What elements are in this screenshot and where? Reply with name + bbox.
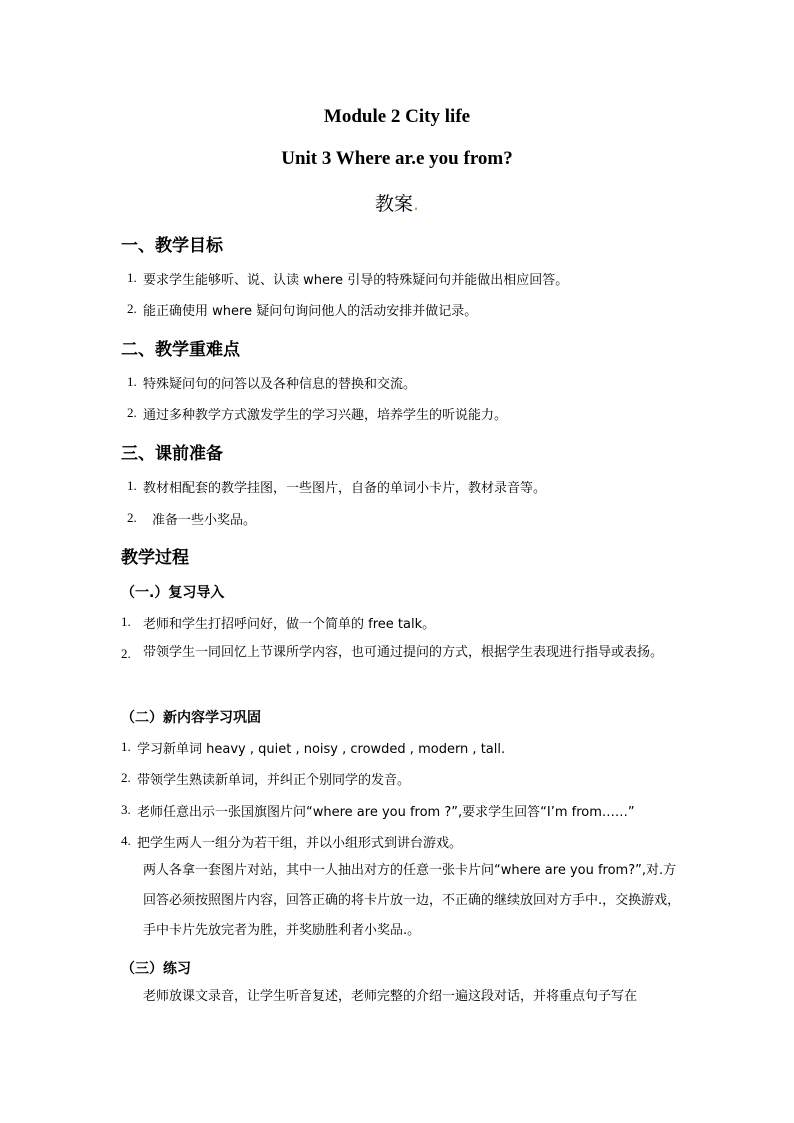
list-number: 1. xyxy=(127,374,137,389)
list-text: 特殊疑问句的问答以及各种信息的替换和交流。 xyxy=(143,377,417,392)
list-text: 能正确使用 where 疑问句询问他人的活动安排并做记录。 xyxy=(143,304,478,319)
module-title: Module 2 City life xyxy=(323,106,471,127)
list-text: 老师和学生打招呼问好，做一个简单的 free talk。 xyxy=(143,617,436,632)
list-number: 1. xyxy=(121,614,131,629)
list-text: 准备一些小奖品。 xyxy=(152,513,257,528)
list-text: 教材相配套的教学挂图，一些图片，自备的单词小卡片，教材录音等。 xyxy=(143,481,547,496)
list-number: 2. xyxy=(121,770,131,785)
list-text: 老师任意出示一张国旗图片问“where are you from ?”,要求学生回答“I’m from……” xyxy=(137,805,635,820)
unit-title: Unit 3 Where ar.e you from? xyxy=(281,148,513,169)
section-heading-process: 教学过程 xyxy=(121,548,189,568)
list-number: 1. xyxy=(121,739,131,754)
list-number: 4. xyxy=(121,833,131,848)
doc-type-title xyxy=(0,189,794,216)
section-heading-objectives: 一、教学目标 xyxy=(121,236,223,256)
list-number: 2. xyxy=(127,510,137,525)
list-text: 带领学生一同回忆上节课所学内容，也可通过提问的方式，根据学生表现进行指导或表扬。 xyxy=(143,645,664,660)
list-number: 2. xyxy=(127,301,137,316)
doc-type-text: 教案 xyxy=(374,193,413,215)
list-number: 1. xyxy=(127,270,137,285)
list-text: 带领学生熟读新单词，并纠正个别同学的发音。 xyxy=(137,773,411,788)
section-heading-preparation: 三、课前准备 xyxy=(121,444,223,464)
list-number: 3. xyxy=(121,802,131,817)
list-number: 2. xyxy=(127,405,137,420)
game-description-paragraph: 两人各拿一套图片对站，其中一人抽出对方的任意一张卡片问“where are you from?”,对.方回答必须按照图片内容，回答正确的将卡片放一边，不正确的继续放回对方手中.，交换游戏，手中卡片先放完者为胜，并奖励胜利者小奖品.。 xyxy=(143,863,681,938)
list-text: 通过多种教学方式激发学生的学习兴趣，培养学生的听说能力。 xyxy=(143,408,508,423)
practice-paragraph: 老师放课文录音，让学生听音复述，老师完整的介绍一遍这段对话，并将重点句子写在 xyxy=(143,989,638,1004)
list-text: 把学生两人一组分为若干组，并以小组形式到讲台游戏。 xyxy=(137,836,463,851)
list-text: 要求学生能够听、说、认读 where 引导的特殊疑问句并能做出相应回答。 xyxy=(143,273,569,288)
list-number: 2. xyxy=(121,646,131,661)
list-text: 学习新单词 heavy , quiet , noisy , crowded , modern , tall. xyxy=(137,742,506,757)
list-number: 1. xyxy=(127,478,137,493)
subsection-heading-review: （一.）复习导入 xyxy=(121,585,225,601)
doc-type-mark: . xyxy=(412,193,420,215)
section-heading-key-points: 二、教学重难点 xyxy=(121,340,240,360)
subsection-heading-practice: （三）练习 xyxy=(121,961,191,977)
subsection-heading-new-content: （二）新内容学习巩固 xyxy=(121,710,261,726)
